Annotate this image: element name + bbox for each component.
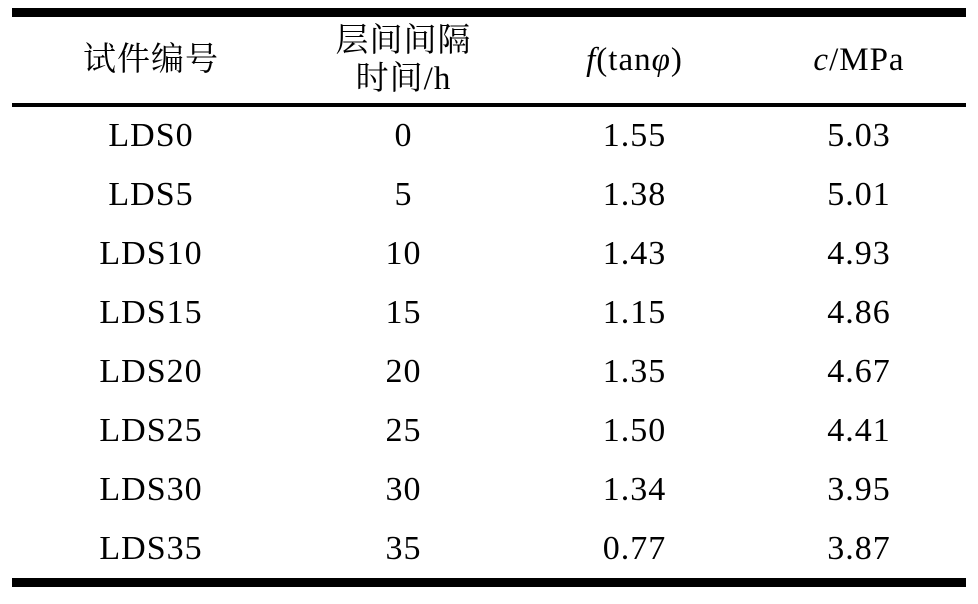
table-cell-c: 4.86 <box>827 294 891 332</box>
table-row <box>12 107 966 166</box>
table-bottom-rule <box>12 578 966 587</box>
table-row <box>12 225 966 284</box>
table-cell-interval: 30 <box>385 470 422 508</box>
table-cell-specimen: LDS25 <box>99 411 203 449</box>
header-cohesion <box>752 41 966 79</box>
table-cell-specimen: LDS15 <box>99 294 203 332</box>
table-row <box>12 284 966 343</box>
table-header-row <box>12 17 966 103</box>
header-c-unit: /MPa <box>829 42 905 78</box>
header-f-close: ) <box>670 42 683 78</box>
table-cell-f: 0.77 <box>602 529 667 567</box>
header-f-symbol: f <box>586 42 597 78</box>
table-cell-f: 1.43 <box>602 235 667 273</box>
table-cell-f: 1.50 <box>602 411 667 449</box>
table-row <box>12 519 966 578</box>
table-row <box>12 343 966 402</box>
table-cell-f: 1.35 <box>602 352 667 390</box>
table-cell-specimen: LDS20 <box>99 352 203 390</box>
header-interval-line2: 时间/h <box>355 61 452 97</box>
table-cell-interval: 15 <box>385 294 422 332</box>
table-cell-c: 3.87 <box>827 529 891 567</box>
table-cell-c: 4.67 <box>827 352 891 390</box>
specimen-shear-parameters-table <box>12 8 966 587</box>
table-row <box>12 401 966 460</box>
header-c-symbol: c <box>813 42 830 78</box>
table-row <box>12 460 966 519</box>
header-interval-line1: 层间间隔 <box>335 23 472 59</box>
table-cell-f: 1.55 <box>602 117 667 155</box>
table-cell-specimen: LDS35 <box>99 529 203 567</box>
header-specimen-id: 试件编号 <box>83 42 219 78</box>
table-cell-f: 1.34 <box>602 470 667 508</box>
table-cell-f: 1.38 <box>602 176 667 214</box>
table-cell-interval: 0 <box>394 117 413 155</box>
table-cell-specimen: LDS10 <box>99 235 203 273</box>
table-cell-interval: 20 <box>385 352 422 390</box>
table-row <box>12 166 966 225</box>
header-phi-symbol: φ <box>651 42 671 78</box>
table-cell-interval: 5 <box>394 176 413 214</box>
table-cell-specimen: LDS30 <box>99 470 203 508</box>
table-cell-interval: 35 <box>385 529 422 567</box>
header-interlayer-interval-time <box>290 22 517 98</box>
table-cell-specimen: LDS5 <box>108 176 194 214</box>
table-cell-interval: 10 <box>385 235 422 273</box>
table-cell-c: 4.41 <box>827 411 891 449</box>
table-cell-c: 5.03 <box>827 117 891 155</box>
table-cell-c: 4.93 <box>827 235 891 273</box>
table-top-rule <box>12 8 966 17</box>
table-cell-c: 3.95 <box>827 470 891 508</box>
table-cell-f: 1.15 <box>602 294 667 332</box>
table-cell-interval: 25 <box>385 411 422 449</box>
table-body <box>12 107 966 578</box>
table-cell-specimen: LDS0 <box>108 117 194 155</box>
header-friction-coefficient <box>517 41 752 79</box>
header-f-tan: (tan <box>596 42 652 78</box>
table-cell-c: 5.01 <box>827 176 891 214</box>
